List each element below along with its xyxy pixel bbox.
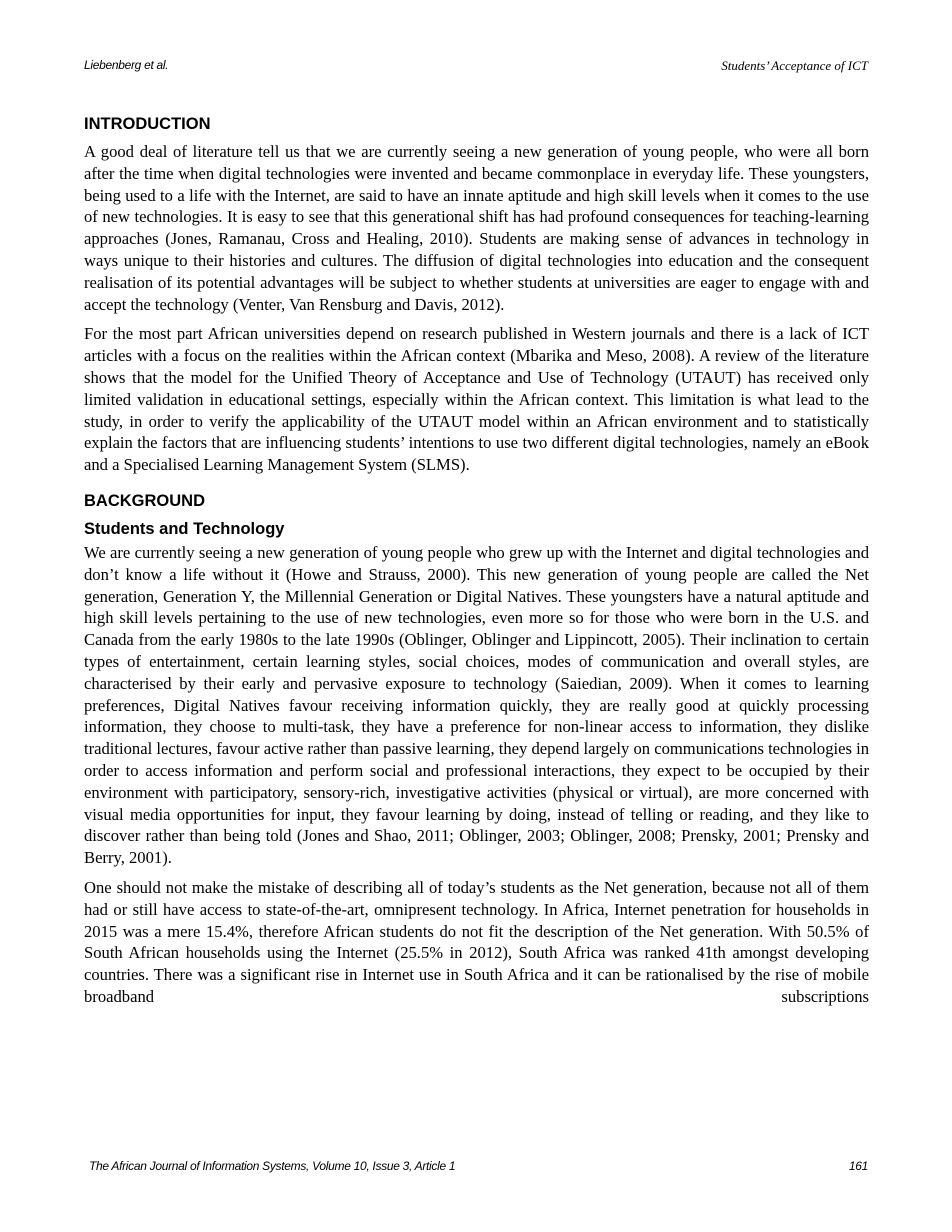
running-header-title: Students’ Acceptance of ICT <box>721 58 868 73</box>
running-header-authors: Liebenberg et al. <box>84 58 169 72</box>
section-heading-background: BACKGROUND <box>84 491 205 510</box>
page-body <box>84 113 869 1016</box>
paragraph: For the most part African universities depend on research published in Western journals and there is a lack of ICT articles with a focus on the realities within the African context (Mbarika and Meso, 2008). A review of the literature shows that the model for the Unified Theory of Acceptance and Use of Technology (UTAUT) has received only limited validation in educational settings, especially within the African context. This limitation is what lead to the study, in order to verify the applicability of the UTAUT model within an African environment and to statistically explain the factors that are influencing students’ intentions to use two different digital technologies, namely an eBook and a Specialised Learning Management System (SLMS). <box>84 324 869 475</box>
section-heading-introduction: INTRODUCTION <box>84 115 211 133</box>
paragraph: We are currently seeing a new generation of young people who grew up with the Internet and digital technologies and don’t know a life without it (Howe and Strauss, 2000). This new generation of young people are called the Net generation, Generation Y, the Millennial Generation or Digital Natives. These youngsters have a natural aptitude and high skill levels pertaining to the use of new technologies, even more so for those who were born in the U.S. and Canada from the early 1980s to the late 1990s (Oblinger, Oblinger and Lippincott, 2005). Their inclination to certain types of entertainment, certain learning styles, social choices, modes of communication and overall styles, are characterised by their early and pervasive exposure to technology (Saiedian, 2009). When it comes to learning preferences, Digital Natives favour receiving information quickly, they are really good at quickly processing information, they choose to multi-task, they have a preference for non-linear access to information, they dislike traditional lectures, favour active rather than passive learning, they depend largely on communications technologies in order to access information and perform social and professional interactions, they expect to be occupied by their environment with participatory, sensory-rich, investigative activities (physical or virtual), are more concerned with visual media opportunities for input, they favour learning by doing, instead of telling or reading, and they like to discover rather than being told (Jones and Shao, 2011; Oblinger, 2003; Oblinger, 2008; Prensky, 2001; Prensky and Berry, 2001). <box>84 542 869 868</box>
paragraph: A good deal of literature tell us that we are currently seeing a new generation of young people, who were all born after the time when digital technologies were invented and became commonplace in everyday life. These youngsters, being used to a life with the Internet, are said to have an innate aptitude and high skill levels when it comes to the use of new technologies. It is easy to see that this generational shift has had profound consequences for teaching-learning approaches (Jones, Ramanau, Cross and Healing, 2010). Students are making sense of advances in technology in ways unique to their histories and cultures. The diffusion of digital technologies into education and the consequent realisation of its potential advantages will be subject to whether students at universities are eager to engage with and accept the technology (Venter, Van Rensburg and Davis, 2012). <box>84 142 869 314</box>
subsection-heading-students-technology: Students and Technology <box>84 519 285 538</box>
paragraph: One should not make the mistake of describing all of today’s students as the Net generation, because not all of them had or still have access to state-of-the-art, omnipresent technology. In Africa, Internet penetration for households in 2015 was a mere 15.4%, therefore African students do not fit the description of the Net generation. With 50.5% of South African households using the Internet (25.5% in 2012), South Africa was ranked 41th amongst developing countries. There was a significant rise in Internet use in South Africa and it can be rationalised by the rise of mobile broadband subscriptions <box>84 877 869 1006</box>
footer-journal: The African Journal of Information Systems, Volume 10, Issue 3, Article 1 <box>89 1159 456 1173</box>
page-number: 161 <box>848 1159 868 1173</box>
